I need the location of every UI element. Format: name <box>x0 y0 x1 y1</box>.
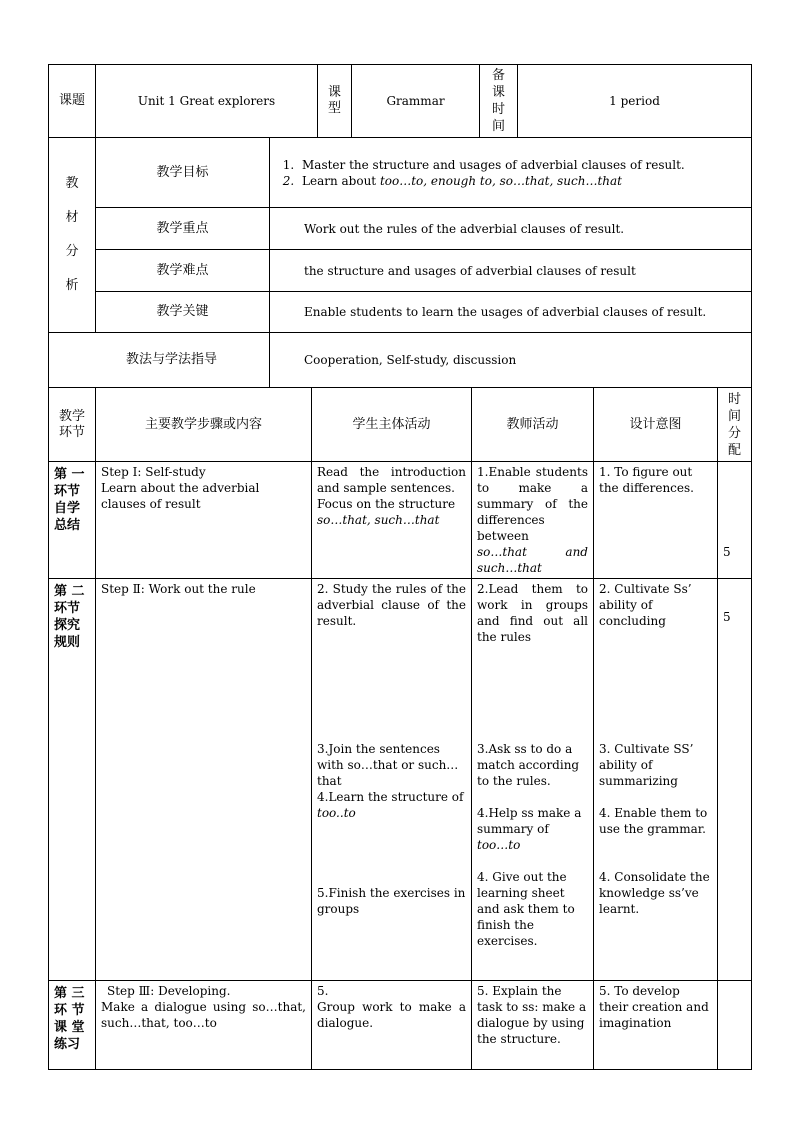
stage2-student: 2. Study the rules of the adverbial clause of the result. 3.Join the sentences with so…that or such…that 4.Learn the structure of too..to 5.Finish the exercises in groups <box>312 579 472 981</box>
lesson-label: 课题 <box>49 65 96 138</box>
stage1-teacher: 1.Enable students to make a summary of the differences between so…that and such…that <box>472 462 594 579</box>
header-student: 学生主体活动 <box>312 388 472 462</box>
key-point-label: 教学重点 <box>96 208 270 250</box>
goal-item-2-plain: Learn about <box>302 173 380 188</box>
stage3-intent: 5. To develop their creation and imagination <box>594 981 718 1070</box>
type-label <box>318 65 352 138</box>
stage3-student: 5. Group work to make a dialogue. <box>312 981 472 1070</box>
difficulty-label: 教学难点 <box>96 250 270 292</box>
stage1-time: 5 <box>718 462 752 579</box>
type-value: Grammar <box>352 65 480 138</box>
prep-time-label: 备 课 时 间 <box>480 65 518 138</box>
header-content: 主要教学步骤或内容 <box>96 388 312 462</box>
stage2-intent: 2. Cultivate Ss’ ability of concluding 3. Cultivate SS’ ability of summarizing 4. Enable them to use the grammar. 4. Consolidate the knowledge ss’ve learnt. <box>594 579 718 981</box>
stage1-intent: 1. To figure out the differences. <box>594 462 718 579</box>
teaching-steps-table <box>48 387 752 1070</box>
key-step-label: 教学关键 <box>96 292 270 333</box>
stage1-step-body: Learn about the adverbial clauses of result <box>101 481 260 511</box>
period-value: 1 period <box>518 65 752 138</box>
stage3-time <box>718 981 752 1070</box>
stage2-name: 第 二 环节 探究 规则 <box>49 579 96 981</box>
goal-item-2 <box>298 173 746 189</box>
stage1-content <box>96 462 312 579</box>
stage1-step-title: Step Ⅰ: Self-study <box>101 465 206 479</box>
goal-item-2-italic: too…to, enough to, so…that, such…that <box>379 173 622 188</box>
header-time: 时 间 分 配 <box>718 388 752 462</box>
header-teacher: 教师活动 <box>472 388 594 462</box>
lesson-info-table <box>48 64 752 388</box>
stage3-name: 第 三 环 节 课 堂 练习 <box>49 981 96 1070</box>
header-intent: 设计意图 <box>594 388 718 462</box>
goal-content <box>270 138 752 208</box>
method-label: 教法与学法指导 <box>49 333 270 388</box>
stage1-student: Read the introduction and sample sentences. Focus on the structure so…that, such…that <box>312 462 472 579</box>
stage1-name: 第 一 环节 自学 总结 <box>49 462 96 579</box>
header-stage: 教学 环节 <box>49 388 96 462</box>
stage2-teacher: 2.Lead them to work in groups and find out all the rules 3.Ask ss to do a match according to the rules. 4.Help ss make a summary of too…to 4. Give out the learning sheet and ask them to finish the exercises. <box>472 579 594 981</box>
stage2-content: Step Ⅱ: Work out the rule <box>96 579 312 981</box>
key-step-text: Enable students to learn the usages of adverbial clauses of result. <box>270 292 752 333</box>
method-text: Cooperation, Self-study, discussion <box>270 333 752 388</box>
stage3-teacher: 5. Explain the task to ss: make a dialogue by using the structure. <box>472 981 594 1070</box>
type-label-char-1: 课 <box>328 85 342 100</box>
analysis-side-label: 教 材 分 析 <box>49 138 96 333</box>
goal-item-1: 1. Master the structure and usages of adverbial clauses of result. <box>298 157 746 173</box>
goal-label: 教学目标 <box>96 138 270 208</box>
difficulty-text: the structure and usages of adverbial clauses of result <box>270 250 752 292</box>
lesson-title: Unit 1 Great explorers <box>96 65 318 138</box>
key-point-text: Work out the rules of the adverbial clauses of result. <box>270 208 752 250</box>
stage3-content: Step Ⅲ: Developing. Make a dialogue using so…that, such…that, too…to <box>96 981 312 1070</box>
stage2-time: 5 <box>718 579 752 981</box>
type-label-char-2: 型 <box>328 101 342 116</box>
